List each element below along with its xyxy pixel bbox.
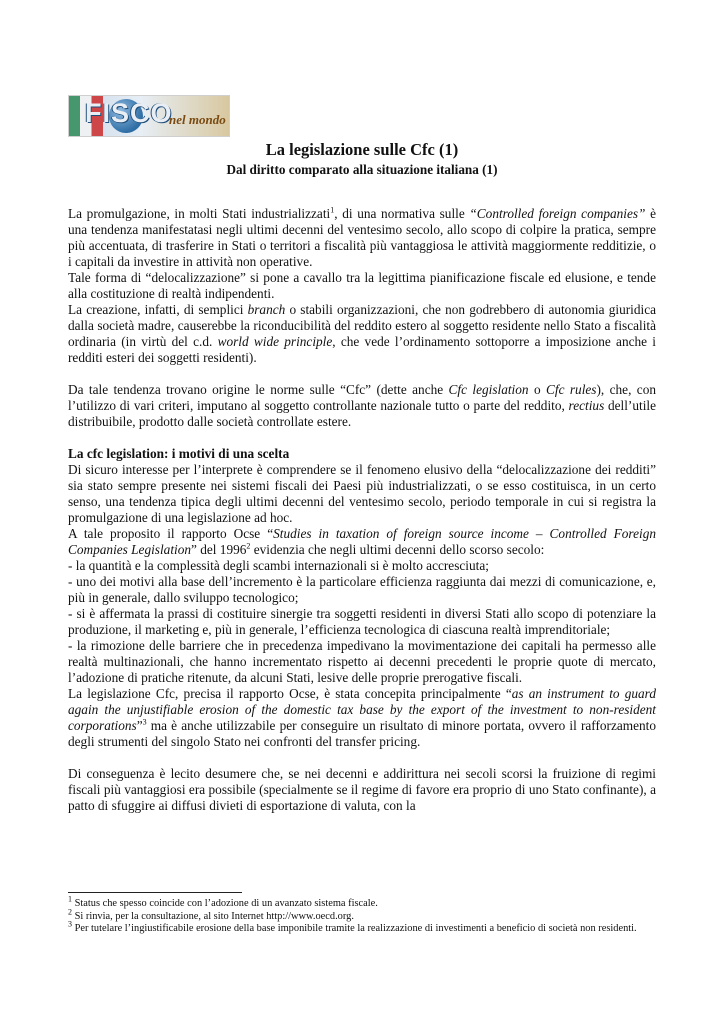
- list-item: - si è affermata la prassi di costituire sinergie tra soggetti residenti in diversi Stati allo scopo di potenziare la produzione, il marketing e, più in generale, l’efficienza tecnologica di ciascuna realtà imprenditoriale;: [68, 606, 656, 637]
- footnote-ref-3: 3: [142, 717, 147, 727]
- paragraph-legislazione-cfc: La legislazione Cfc, precisa il rapporto Ocse, è stata concepita principalmente “as an instrument to guard again the unjustifiable erosion of the domestic tax base by the export of the investment to non-resident corporations”$^3$ ma è anche utilizzabile per conseguire un risultato di minore portata, ovvero il rafforzamento degli strumenti del singolo Stato nei confronti del transfer pricing.: [68, 686, 656, 749]
- footnotes: [68, 894, 656, 936]
- section-heading: La cfc legislation: i motivi di una scelta: [68, 446, 290, 461]
- logo-wordmark: FISCO: [85, 98, 173, 128]
- paragraph-cfc-rules: Da tale tendenza trovano origine le norme sulle “Cfc” (dette anche Cfc legislation o Cfc rules), che, con l’utilizzo di vari criteri, imputano al soggetto controllante nazionale tutto o parte del reddito, rectius dell’utile distribuibile, prodotto dalle società controllate estere.: [68, 382, 657, 429]
- list-item: - la rimozione delle barriere che in precedenza impedivano la movimentazione dei capitali ha permesso alle realtà multinazionali, che hanno incrementato rispetto ai decenni precedenti le proprie quote di mercato, l’adozione di pratiche ritenute, da alcuni Stati, lesive delle proprie prerogative fiscali.: [68, 638, 656, 685]
- paragraph-intro: La promulgazione, in molti Stati industrializzati$^1$, di una normativa sulle “Controlled foreign companies” è una tendenza manifestatasi negli ultimi decenni del ventesimo secolo, allo scopo di colpire la pratica, sempre più accentuata, di trasferire in Stati o territori a fiscalità più vantaggiosa le attività maggiormente redditizie, o i capitali da investire in attività non operative.: [68, 205, 656, 269]
- footnote-ref-2: 2: [246, 541, 251, 551]
- footnote: $^1$ Status che spesso coincide con l’adozione di un avanzato sistema fiscale.: [68, 894, 378, 909]
- page-subtitle: Dal diritto comparato alla situazione italiana (1): [226, 162, 498, 177]
- paragraph-delocalizzazione: Tale forma di “delocalizzazione” si pone a cavallo tra la legittima pianificazione fiscale ed elusione, e tende alla costituzione di realtà indipendenti.: [68, 270, 656, 301]
- article-body: [68, 206, 656, 814]
- list-item: - uno dei motivi alla base dell’incremento è la particolare efficienza raggiunta dai mezzi di comunicazione, e, più in generale, dallo sviluppo tecnologico;: [68, 574, 656, 605]
- footnote: $^2$ Si rinvia, per la consultazione, al sito Internet http://www.oecd.org.: [68, 907, 354, 922]
- footnote-ref-1: 1: [330, 205, 335, 215]
- page-title: La legislazione sulle Cfc (1): [265, 140, 459, 159]
- logo-tagline: nel mondo: [169, 112, 226, 127]
- paragraph-branch: La creazione, infatti, di semplici branch o stabili organizzazioni, che non godrebbero di autonomia giuridica dalla società madre, causerebbe la riconducibilità del reddito estero al soggetto residente nello Stato a fiscalità ordinaria (in virtù del c.d. world wide principle, che vede l’ordinamento sottoporre a imposizione anche i redditi esteri dei soggetti residenti).: [68, 302, 656, 365]
- paragraph-interprete: Di sicuro interesse per l’interprete è comprendere se il fenomeno elusivo della “delocalizzazione dei redditi” sia stato sempre presente nei sistemi fiscali dei Paesi più industrializzati, o se esso costituisca, in un certo senso, una tendenza tipica degli ultimi decenni del ventesimo secolo, periodo temporale in cui si registra la promulgazione di una legislazione ad hoc.: [68, 462, 656, 525]
- footnote-divider: [68, 892, 242, 893]
- fisco-nel-mondo-logo: [68, 95, 230, 137]
- footnote: $^3$ Per tutelare l’ingiustificabile erosione della base imponibile tramite la realizzazione di investimenti a beneficio di società non residenti.: [68, 919, 637, 934]
- list-item: - la quantità e la complessità degli scambi internazionali si è molto accresciuta;: [68, 558, 489, 573]
- paragraph-ocse-report: A tale proposito il rapporto Ocse “Studies in taxation of foreign source income – Controlled Foreign Companies Legislation” del 1996$^2$ evidenzia che negli ultimi decenni dello scorso secolo:: [68, 526, 656, 557]
- paragraph-conseguenza: Di conseguenza è lecito desumere che, se nei decenni e addirittura nei secoli scorsi la fruizione di regimi fiscali più vantaggiosi era possibile (specialmente se il regime di favore era proprio di uno Stato confinante), a patto di sfuggire ai diffusi divieti di esportazione di valuta, con la: [68, 766, 656, 813]
